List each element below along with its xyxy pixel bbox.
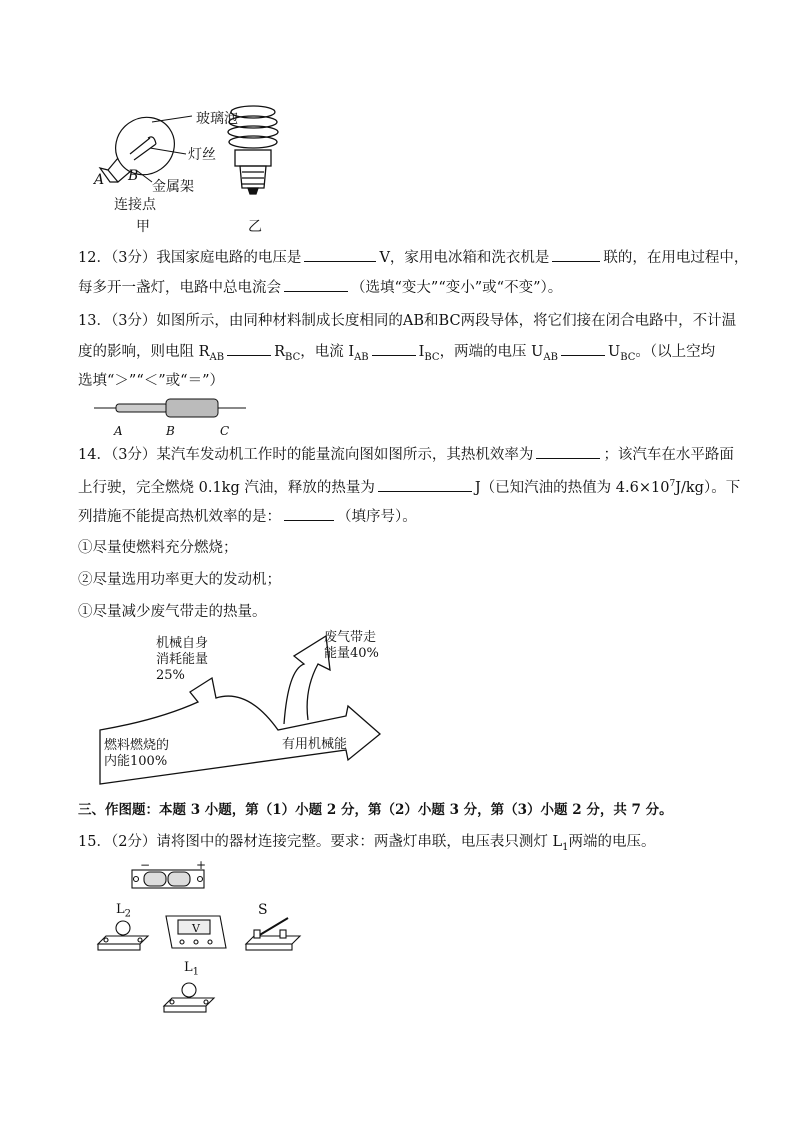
- q12-line1: 12．（3分）我国家庭电路的电压是 V，家用电冰箱和洗衣机是 联的，在用电过程中，: [78, 247, 748, 268]
- figure-bulbs: [90, 98, 300, 238]
- section-3-heading: 三、作图题：本题 3 小题，第（1）小题 2 分，第（2）小题 3 分，第（3）小题 2 分，共 7 分。: [78, 802, 673, 818]
- label-point-A: A: [94, 172, 105, 188]
- q15-text: 15．（2分）请将图中的器材连接完整。要求：两盏灯串联，电压表只测灯 $L_1$两端的电压。: [78, 834, 656, 853]
- q13-line1: 13．（3分）如图所示，由同种材料制成长度相同的AB和BC两段导体，将它们接在闭合电路中，不计温: [78, 313, 737, 329]
- q14-option-2: ②尽量选用功率更大的发动机；: [78, 572, 281, 588]
- bulb-drawings: [90, 98, 300, 238]
- q13-blank-1[interactable]: [227, 341, 271, 356]
- label-glass: 玻璃泡: [196, 111, 238, 127]
- cond-label-A: A: [114, 424, 123, 438]
- q12-blank-3[interactable]: [284, 277, 348, 292]
- cond-label-B: B: [166, 424, 175, 438]
- q14-option-3: ①尽量减少废气带走的热量。: [78, 604, 267, 620]
- q12-line2: 每多开一盏灯，电路中总电流会 （选填“变大”“变小”或“不变”）。: [78, 277, 562, 298]
- fig-exhaust-2: 能量40%: [324, 646, 379, 661]
- q14-blank-1[interactable]: [536, 444, 600, 459]
- q13-blank-2[interactable]: [372, 341, 416, 356]
- q14-line1: 14．（3分）某汽车发动机工作时的能量流向图如图所示，其热机效率为 ；该汽车在水平路面: [78, 444, 734, 465]
- q13-line3: 选填“＞”“＜”或“＝”）: [78, 373, 224, 389]
- q14-blank-2[interactable]: [378, 477, 472, 492]
- conductor-drawing: [94, 396, 254, 420]
- fig-fuel-2: 内能100%: [104, 754, 168, 769]
- label-L1: $L_1$: [184, 960, 200, 978]
- q13-line2: 度的影响，则电阻 $R_{AB}$ $R_{BC}$，电流 $I_{AB}$ $I_{BC}$，两端的电压 $U_{AB}$ $U_{BC}$。（以上空均: [78, 341, 715, 368]
- fig-mech-3: 25%: [156, 668, 185, 683]
- q14-line2: 上行驶，完全燃烧 0.1kg 汽油，释放的热量为 J（已知汽油的热值为 $4.6\times 10^7J/kg$）。下: [78, 474, 740, 498]
- q14-line3: 列措施不能提高热机效率的是： （填序号）。: [78, 506, 417, 527]
- circuit-drawing: [92, 858, 304, 1016]
- caption-yi: 乙: [248, 219, 262, 235]
- circuit-components-figure: [92, 858, 304, 1016]
- q13-blank-3[interactable]: [561, 341, 605, 356]
- battery-minus: −: [140, 858, 151, 872]
- label-contact: 连接点: [114, 197, 156, 213]
- label-point-B: B: [128, 168, 139, 184]
- label-bracket: 金属架: [152, 179, 194, 195]
- fig-useful: 有用机械能: [282, 737, 348, 752]
- conductor-figure: [94, 396, 254, 420]
- fig-fuel-1: 燃料燃烧的: [104, 738, 170, 753]
- label-L2: $L_2$: [116, 902, 132, 920]
- q14-blank-3[interactable]: [284, 506, 334, 521]
- battery-plus: +: [196, 858, 207, 872]
- q12-blank-2[interactable]: [552, 247, 600, 262]
- cond-label-C: C: [220, 424, 230, 438]
- label-S: S: [258, 902, 268, 918]
- fig-exhaust-1: 废气带走: [324, 630, 377, 645]
- voltmeter-V: V: [192, 922, 200, 935]
- label-filament: 灯丝: [188, 147, 216, 163]
- fig-mech-1: 机械自身: [156, 636, 209, 651]
- q12-blank-1[interactable]: [304, 247, 376, 262]
- q14-option-1: ①尽量使燃料充分燃烧；: [78, 540, 238, 556]
- fig-mech-2: 消耗能量: [156, 652, 209, 667]
- caption-jia: 甲: [136, 219, 150, 235]
